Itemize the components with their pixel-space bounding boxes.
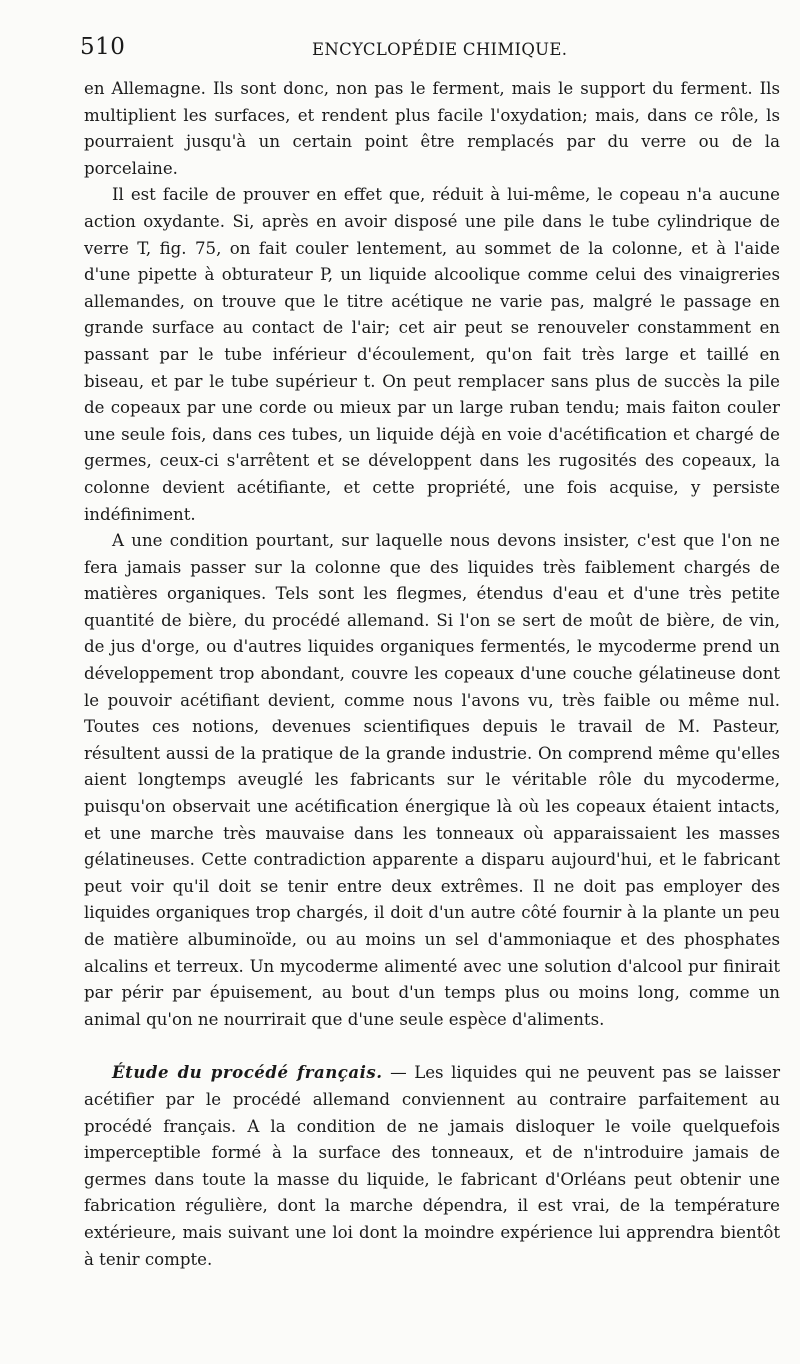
section-procede-francais (84, 1059, 780, 1273)
page-number: 510 (80, 34, 126, 60)
section-heading: Étude du procédé français. (112, 1062, 383, 1083)
page-header (80, 34, 780, 66)
running-title: ENCYCLOPÉDIE CHIMIQUE. (312, 40, 568, 59)
body-text (84, 76, 780, 1273)
paragraph-continued: en Allemagne. Ils sont donc, non pas le ferment, mais le support du ferment. Ils multiplient les surfaces, et rendent plus facile l'oxydation; mais, dans ce rôle, ls pourraient jusqu'à un certain point être remplacés par du verre ou de la porcelaine. (84, 79, 780, 178)
paragraph-condition: A une condition pourtant, sur laquelle nous devons insister, c'est que l'on ne fera jamais passer sur la colonne que des liquides très faiblement chargés de matières organiques. Tels sont les flegmes, étendus d'eau et d'une très petite quantité de bière, du procédé allemand. Si l'on se sert de moût de bière, de vin, de jus d'orge, ou d'autres liquides organiques fermentés, le mycoderme prend un développement trop abondant, couvre les copeaux d'une couche gélatineuse dont le pouvoir acétifiant devient, comme nous l'avons vu, très faible ou même nul. Toutes ces notions, devenues scientifiques depuis le travail de M. Pasteur, résultent aussi de la pratique de la grande industrie. On comprend même qu'elles aient longtemps aveuglé les fabricants sur le véritable rôle du mycoderme, puisqu'on observait une acétification énergique là où les copeaux étaient intacts, et une marche très mauvaise dans les tonneaux où apparaissaient les masses gélatineuses. Cette contradiction apparente a disparu aujourd'hui, et le fabricant peut voir qu'il doit se tenir entre deux extrêmes. Il ne doit pas employer des liquides organiques trop chargés, il doit d'un autre côté fournir à la plante un peu de matière albuminoïde, ou au moins un sel d'ammoniaque et des phosphates alcalins et terreux. Un mycoderme alimenté avec une solution d'alcool pur finirait par périr par épuisement, au bout d'un temps plus ou moins long, comme un animal qu'on ne nourrirait que d'une seule espèce d'aliments. (84, 531, 780, 1029)
section-text: — Les liquides qui ne peuvent pas se laisser acétifier par le procédé allemand conviennent au contraire parfaitement au procédé français. A la condition de ne jamais disloquer le voile quelquefois imperceptible formé à la surface des tonneaux, et de n'introduire jamais de germes dans toute la masse du liquide, le fabricant d'Orléans peut obtenir une fabrication régulière, dont la marche dépendra, il est vrai, de la température extérieure, mais suivant une loi dont la moindre expérience lui apprendra bientôt à tenir compte. (84, 1063, 780, 1269)
paragraph-copeau-test: Il est facile de prouver en effet que, réduit à lui-même, le copeau n'a aucune action oxydante. Si, après en avoir disposé une pile dans le tube cylindrique de verre T, fig. 75, on fait couler lentement, au sommet de la colonne, et à l'aide d'une pipette à obturateur P, un liquide alcoolique comme celui des vinaigreries allemandes, on trouve que le titre acétique ne varie pas, malgré le passage en grande surface au contact de l'air; cet air peut se renouveler constamment en passant par le tube inférieur d'écoulement, qu'on fait très large et taillé en biseau, et par le tube supérieur t. On peut remplacer sans plus de succès la pile de copeaux par une corde ou mieux par un large ruban tendu; mais faiton couler une seule fois, dans ces tubes, un liquide déjà en voie d'acétification et chargé de germes, ceux-ci s'arrêtent et se développent dans les rugosités des copeaux, la colonne devient acétifiante, et cette propriété, une fois acquise, y persiste indéfiniment. (84, 185, 780, 524)
